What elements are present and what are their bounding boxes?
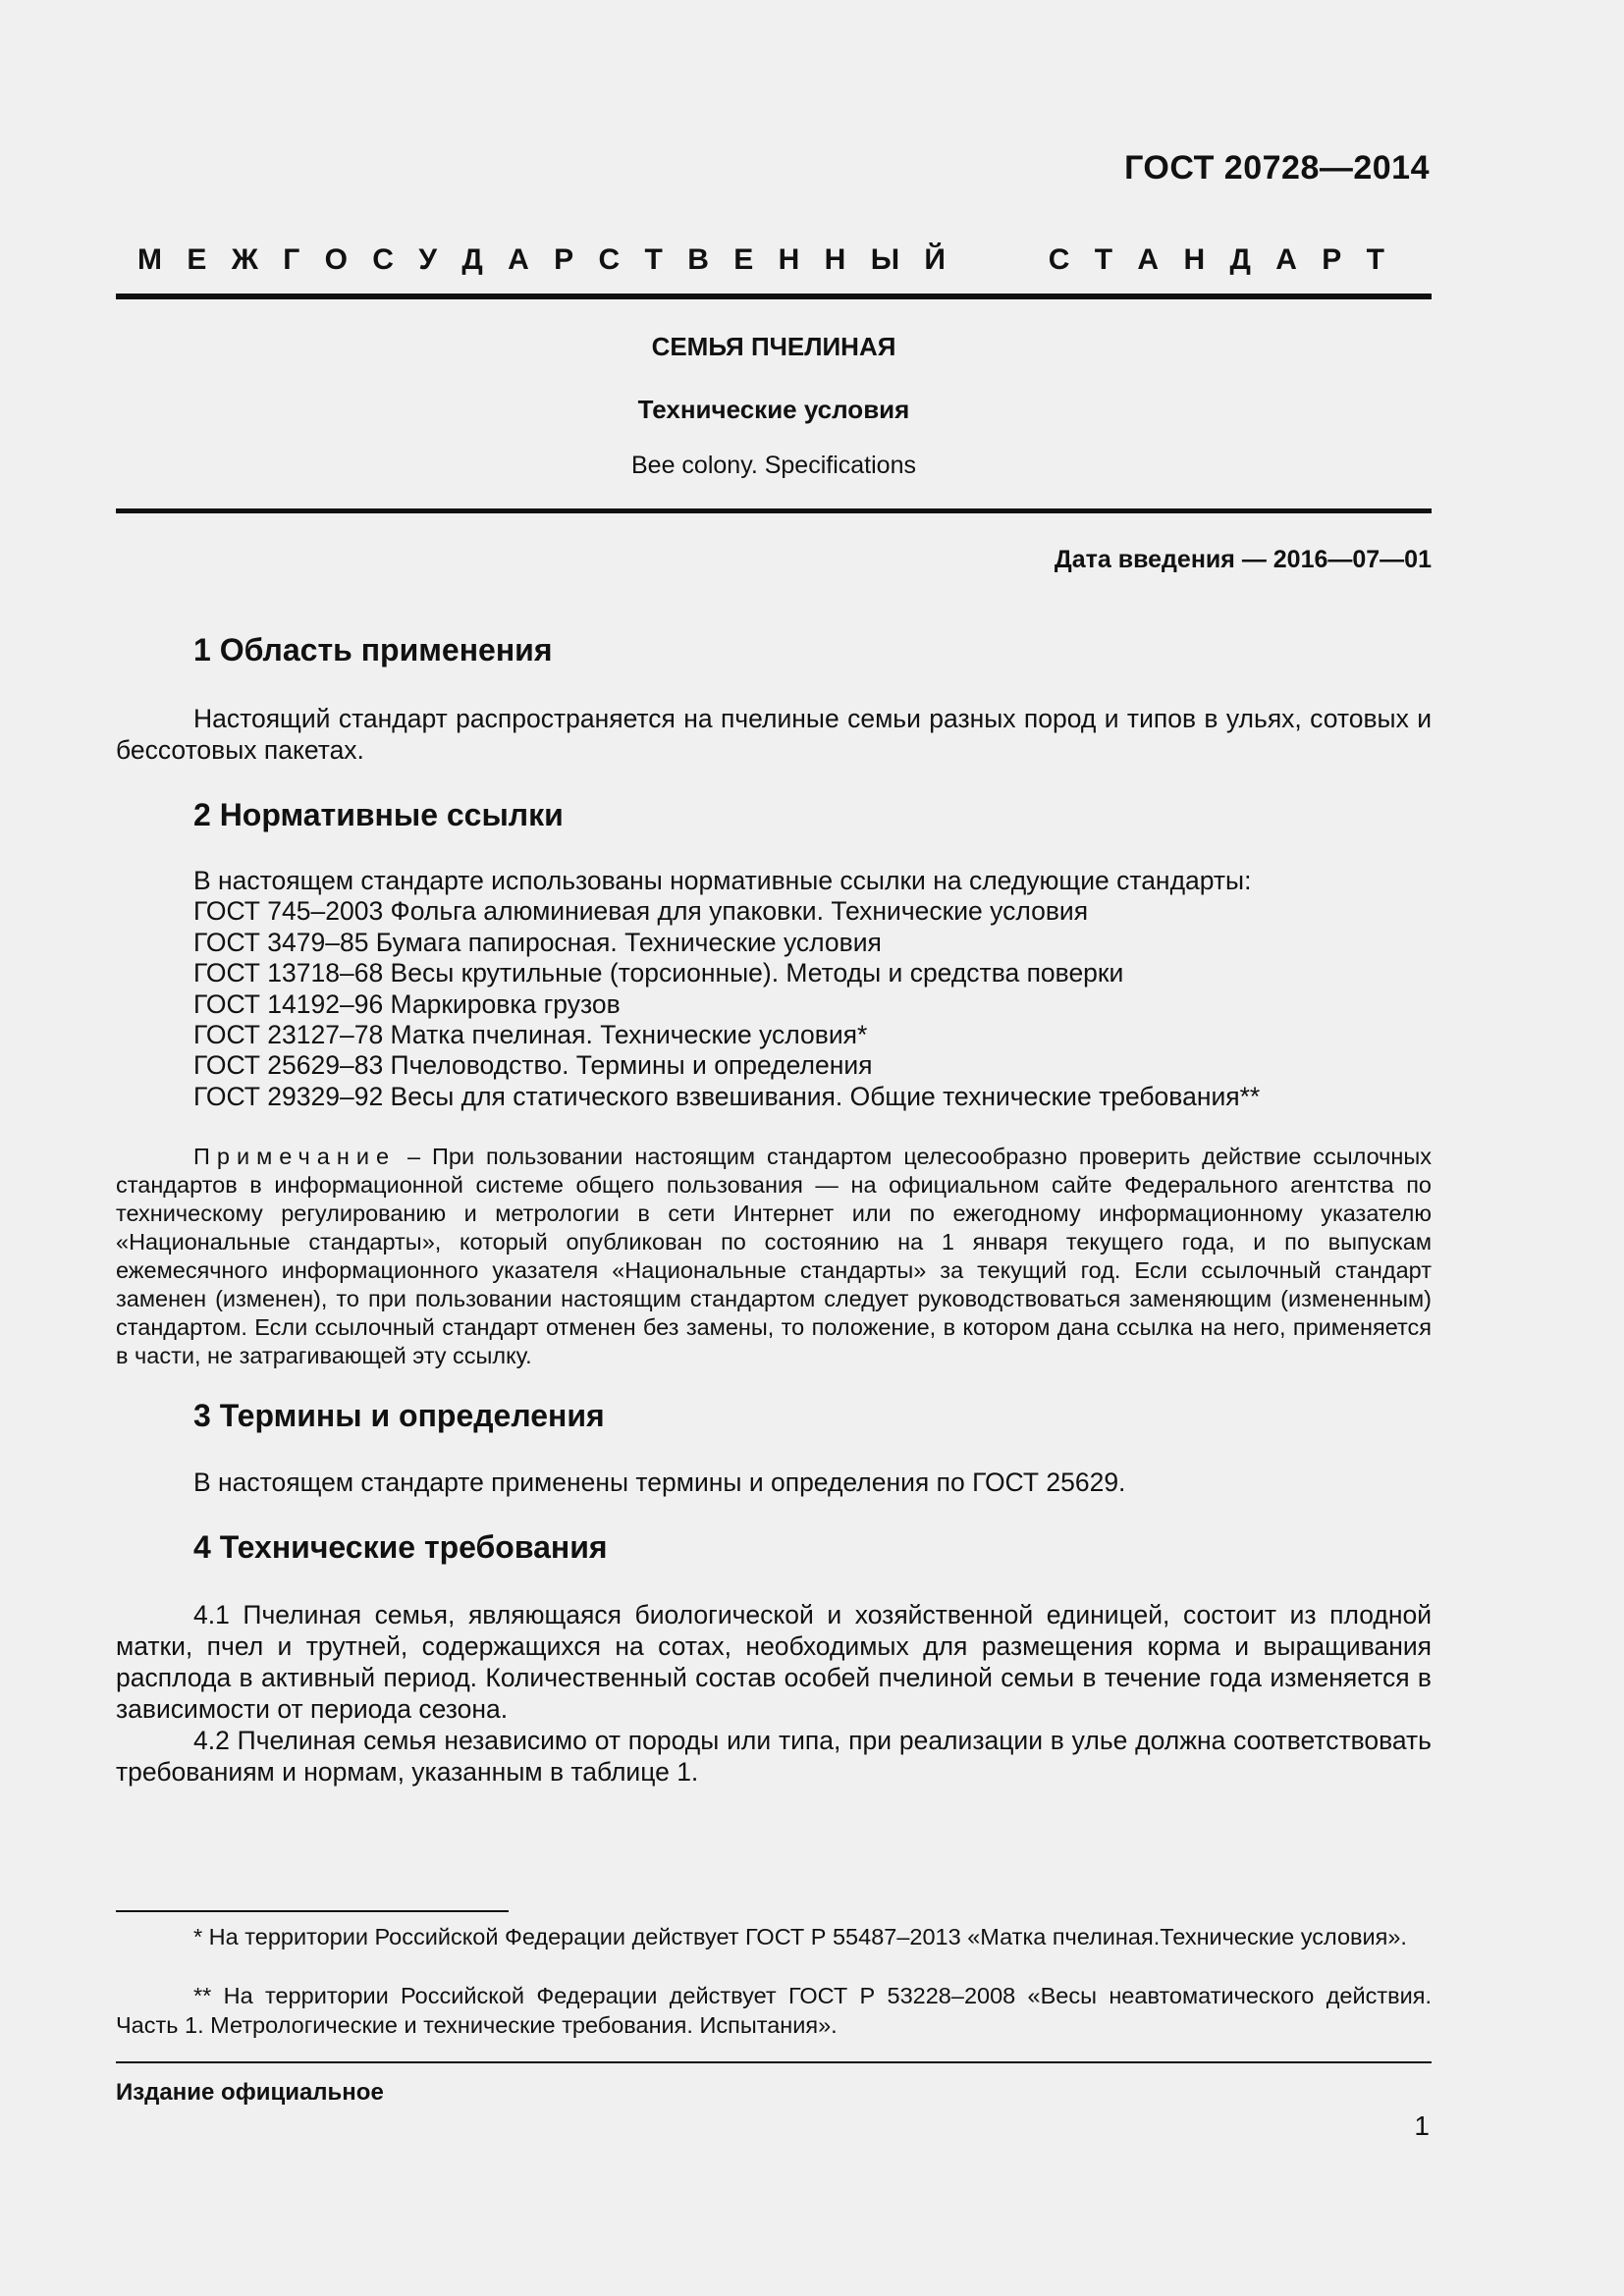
banner-letter: С	[372, 243, 394, 276]
paragraph: 4.2 Пчелиная семья независимо от породы или типа, при реализации в улье должна соответствовать требованиям и нормам, указанным в таблице 1.	[116, 1726, 1432, 1787]
list-item: ГОСТ 29329–92 Весы для статического взвешивания. Общие технические требования**	[193, 1081, 1261, 1111]
section-heading: 1 Область применения	[193, 632, 553, 667]
paragraph: Настоящий стандарт распространяется на пчелиные семьи разных пород и типов в ульях, сотовых и бессотовых пакетах.	[116, 704, 1432, 765]
standard-number: ГОСТ 20728—2014	[1124, 149, 1430, 187]
banner-letter: Т	[1094, 243, 1113, 276]
banner-letter: Н	[824, 243, 846, 276]
banner-letter: Е	[187, 243, 207, 276]
section-heading: 4 Технические требования	[193, 1529, 608, 1565]
banner-letter: Р	[1322, 243, 1342, 276]
banner-letter: Т	[644, 243, 663, 276]
footnote-rule	[116, 1910, 509, 1912]
reference-list	[193, 866, 1432, 1112]
banner-letter: В	[687, 243, 709, 276]
banner-letter: А	[1137, 243, 1160, 276]
banner-letter: Т	[1366, 243, 1384, 276]
banner-letter: Р	[554, 243, 574, 276]
banner-letter: Д	[461, 243, 483, 276]
banner-letter: Ж	[231, 243, 258, 276]
section-heading: 2 Нормативные ссылки	[193, 797, 564, 832]
footer-rule	[116, 2061, 1432, 2063]
banner-word-gap	[970, 243, 1023, 277]
list-item: ГОСТ 23127–78 Матка пчелиная. Технические условия*	[193, 1020, 868, 1050]
banner-letter: У	[418, 243, 437, 276]
banner-letter: О	[324, 243, 348, 276]
standard-type-banner	[137, 243, 1384, 277]
list-item: ГОСТ 25629–83 Пчеловодство. Термины и определения	[193, 1050, 873, 1081]
banner-letter: Е	[733, 243, 754, 276]
title-rule	[116, 508, 1432, 513]
banner-letter: Й	[924, 243, 946, 276]
list-item: ГОСТ 13718–68 Весы крутильные (торсионные). Методы и средства поверки	[193, 958, 1124, 988]
english-title: Bee colony. Specifications	[631, 452, 916, 479]
section-heading: 3 Термины и определения	[193, 1398, 605, 1433]
banner-letter: Г	[283, 243, 300, 276]
banner-letter: С	[1048, 243, 1070, 276]
header-rule	[116, 294, 1432, 299]
banner-letter: Н	[1183, 243, 1206, 276]
banner-letter: Н	[778, 243, 800, 276]
page-number: 1	[1414, 2110, 1430, 2141]
banner-letter: Ы	[870, 243, 900, 276]
banner-letter: А	[1275, 243, 1297, 276]
introduction-date: Дата введения — 2016—07—01	[1054, 546, 1432, 573]
list-item: В настоящем стандарте использованы нормативные ссылки на следующие стандарты:	[193, 866, 1252, 895]
edition-label: Издание официальное	[116, 2079, 384, 2106]
note-text: – При пользовании настоящим стандартом целесообразно проверить действие ссылочных стандартов в информационной системе общего пользования — на официальном сайте Федерального агентства по техническому регулированию и метрологии в сети Интернет или по ежегодному информационному указателю «Национальные стандарты», который опубликован по состоянию на 1 января текущего года, и по выпускам ежемесячного информационного указателя «Национальные стандарты» за текущий год. Если ссылочный стандарт заменен (изменен), то при пользовании настоящим стандартом следует руководствоваться заменяющим (измененным) стандартом. Если ссылочный стандарт отменен без замены, то положение, в котором дана ссылка на него, применяется в части, не затрагивающей эту ссылку.	[116, 1144, 1432, 1368]
note	[116, 1143, 1432, 1370]
document-subtitle: Технические условия	[637, 395, 910, 424]
paragraph: В настоящем стандарте применены термины и определения по ГОСТ 25629.	[193, 1468, 1126, 1497]
list-item: ГОСТ 14192–96 Маркировка грузов	[193, 988, 621, 1019]
list-item: ГОСТ 745–2003 Фольга алюминиевая для упаковки. Технические условия	[193, 896, 1089, 927]
banner-letter: С	[598, 243, 621, 276]
footnote: ** На территории Российской Федерации действует ГОСТ Р 53228–2008 «Весы неавтоматического действия. Часть 1. Метрологические и технические требования. Испытания».	[116, 1983, 1432, 2038]
note-label: Примечание	[193, 1144, 397, 1169]
document-title: СЕМЬЯ ПЧЕЛИНАЯ	[651, 332, 896, 361]
list-item: ГОСТ 3479–85 Бумага папиросная. Технические условия	[193, 927, 882, 957]
paragraph: 4.1 Пчелиная семья, являющаяся биологической и хозяйственной единицей, состоит из плодной матки, пчел и трутней, содержащихся на сотах, необходимых для размещения корма и выращивания расплода в активный период. Количественный состав особей пчелиной семьи в течение года изменяется в зависимости от периода сезона.	[116, 1600, 1432, 1724]
banner-letter: Д	[1229, 243, 1251, 276]
banner-letter: А	[508, 243, 529, 276]
footnote: * На территории Российской Федерации действует ГОСТ Р 55487–2013 «Матка пчелиная.Технические условия».	[193, 1924, 1407, 1949]
banner-letter: М	[137, 243, 162, 276]
